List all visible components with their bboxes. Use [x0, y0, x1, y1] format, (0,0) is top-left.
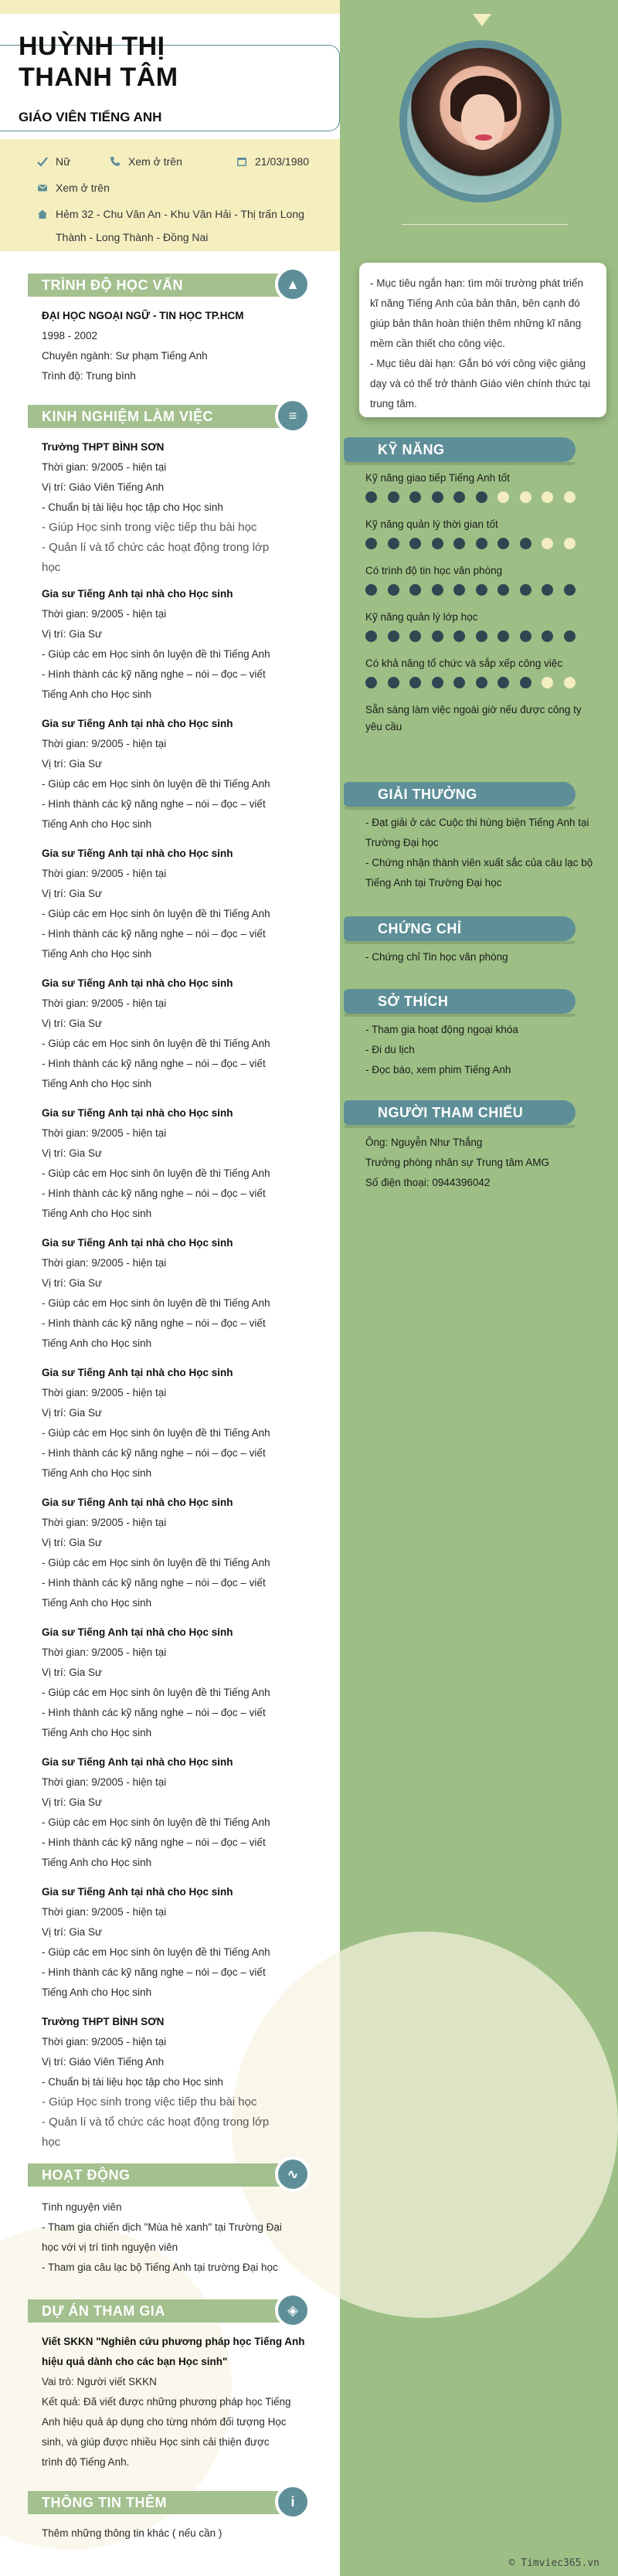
job-time: Thời gian: 9/2005 - hiện tại	[42, 1776, 167, 1788]
rating-dot-filled	[409, 630, 421, 642]
rating-dot-empty	[520, 491, 531, 503]
candidate-name	[19, 31, 328, 93]
job-duty: - Giúp các em Học sinh ôn luyện đề thi Tiếng Anh	[42, 1038, 270, 1049]
awards-header	[344, 782, 576, 807]
job-duty: - Chuẩn bị tài liệu học tập cho Học sinh	[42, 501, 223, 513]
objective-line: giúp bản thân hoàn thiện thêm những kĩ năng	[370, 318, 582, 329]
award-line: - Đạt giải ở các Cuộc thi hùng biện Tiếng Anh tại	[365, 817, 589, 828]
skill-item	[365, 609, 605, 642]
rating-dot-filled	[388, 584, 399, 596]
section-title: CHỨNG CHỈ	[378, 921, 462, 936]
rating-dot-filled	[542, 584, 553, 596]
experience-item	[42, 714, 312, 834]
job-position: Vị trí: Giáo Viên Tiếng Anh	[42, 481, 165, 493]
email-value: Xem ở trên	[56, 182, 110, 194]
experience-item	[42, 2012, 312, 2153]
rating-dot-filled	[453, 491, 465, 503]
job-time: Thời gian: 9/2005 - hiện tại	[42, 1517, 167, 1528]
activities-block	[42, 2197, 312, 2278]
rating-dot-filled	[432, 630, 443, 642]
section-title: TRÌNH ĐỘ HỌC VẤN	[42, 277, 183, 293]
experience-item	[42, 1493, 312, 1613]
rating-dot-filled	[453, 538, 465, 549]
job-duty: - Giúp các em Học sinh ôn luyện đề thi Tiếng Anh	[42, 1167, 270, 1179]
objective-line: trung tâm.	[370, 398, 417, 410]
company-name: Gia sư Tiếng Anh tại nhà cho Học sinh	[42, 588, 233, 600]
header-shadow	[344, 462, 576, 465]
experience-item	[42, 584, 312, 705]
divider	[402, 224, 568, 225]
job-duty: - Quản lí và tổ chức các hoạt động trong lớp	[42, 2116, 270, 2129]
header-shadow	[344, 941, 576, 944]
skills-header	[344, 437, 576, 462]
job-duty: học	[42, 2136, 61, 2149]
rating-dot-filled	[453, 677, 465, 688]
section-title: KINH NGHIỆM LÀM VIỆC	[42, 409, 214, 424]
rating-dot-filled	[497, 584, 509, 596]
skill-rating	[365, 677, 605, 688]
skill-rating	[365, 584, 605, 596]
job-time: Thời gian: 9/2005 - hiện tại	[42, 1647, 167, 1658]
job-duty: - Giúp các em Học sinh ôn luyện đề thi Tiếng Anh	[42, 908, 270, 919]
rating-dot-filled	[409, 584, 421, 596]
job-duty: - Giúp các em Học sinh ôn luyện đề thi Tiếng Anh	[42, 1687, 270, 1698]
phone-row	[110, 151, 182, 172]
job-duty: Tiếng Anh cho Học sinh	[42, 1857, 152, 1868]
rating-dot-filled	[564, 630, 576, 642]
project-result: Anh hiệu quả áp dụng cho từng nhóm đối tượng Học	[42, 2416, 287, 2428]
skill-item	[365, 562, 605, 596]
objective-line: - Mục tiêu dài hạn: Gắn bó với công việc giảng	[370, 358, 586, 369]
experience-item	[42, 1363, 312, 1483]
job-time: Thời gian: 9/2005 - hiện tại	[42, 1257, 167, 1269]
job-duty: - Hình thành các kỹ năng nghe – nói – đọc – viết	[42, 798, 266, 810]
gender-value: Nữ	[56, 155, 71, 168]
award-line: Tiếng Anh tại Trường Đại học	[365, 877, 502, 889]
header-shadow	[344, 1125, 576, 1128]
company-name: Gia sư Tiếng Anh tại nhà cho Học sinh	[42, 1626, 233, 1638]
job-duty: - Giúp Học sinh trong việc tiếp thu bài học	[42, 521, 257, 534]
rating-dot-filled	[520, 630, 531, 642]
address-row	[37, 204, 304, 224]
objective-line: - Mục tiêu ngắn hạn: tìm môi trường phát triển	[370, 277, 584, 289]
activity-line: - Tham gia chiến dịch "Mùa hè xanh" tại Trường Đại	[42, 2221, 282, 2233]
header-shadow	[344, 1014, 576, 1017]
project-result: trình độ Tiếng Anh.	[42, 2456, 130, 2468]
company-name: Gia sư Tiếng Anh tại nhà cho Học sinh	[42, 1756, 233, 1768]
right-notch	[473, 14, 491, 26]
skill-item	[365, 516, 605, 549]
rating-dot-filled	[476, 491, 487, 503]
award-line: - Chứng nhận thành viên xuất sắc của câu lạc bộ	[365, 857, 593, 868]
job-duty: Tiếng Anh cho Học sinh	[42, 1078, 152, 1089]
rating-dot-filled	[365, 491, 377, 503]
job-time: Thời gian: 9/2005 - hiện tại	[42, 1906, 167, 1918]
job-time: Thời gian: 9/2005 - hiện tại	[42, 1127, 167, 1139]
projects-block	[42, 2332, 312, 2472]
company-name: Gia sư Tiếng Anh tại nhà cho Học sinh	[42, 848, 233, 859]
email-row	[37, 178, 110, 198]
info-icon: i	[275, 2484, 311, 2520]
job-position: Vị trí: Gia Sư	[42, 628, 103, 640]
job-duty: - Giúp các em Học sinh ôn luyện đề thi Tiếng Anh	[42, 1816, 270, 1828]
company-name: Trường THPT BÌNH SƠN	[42, 2016, 165, 2027]
experience-item	[42, 1882, 312, 2003]
skill-name: Kỹ năng giao tiếp Tiếng Anh tốt	[365, 472, 510, 484]
footer-credit: © Timviec365.vn	[508, 2557, 599, 2569]
section-title: NGƯỜI THAM CHIẾU	[378, 1105, 524, 1120]
education-level: Trình độ: Trung bình	[42, 370, 136, 382]
objective-line: dạy và có thể trở thành Giáo viên chính thức tại	[370, 378, 591, 389]
home-icon	[37, 209, 48, 219]
experience-item	[42, 437, 312, 578]
avatar-lips	[475, 134, 492, 141]
rating-dot-empty	[564, 538, 576, 549]
job-duty: - Hình thành các kỹ năng nghe – nói – đọc – viết	[42, 1707, 266, 1718]
rating-dot-filled	[409, 491, 421, 503]
skill-rating	[365, 491, 605, 503]
skill-name: yêu cầu	[365, 721, 402, 732]
hobby-line: - Đi du lịch	[365, 1044, 415, 1055]
rating-dot-filled	[409, 677, 421, 688]
project-title: Viết SKKN "Nghiên cứu phương pháp học Tiếng Anh	[42, 2336, 305, 2347]
project-role: Vai trò: Người viết SKKN	[42, 2376, 157, 2387]
job-title: GIÁO VIÊN TIẾNG ANH	[19, 110, 162, 124]
job-duty: - Hình thành các kỹ năng nghe – nói – đọc – viết	[42, 668, 266, 680]
job-duty: - Hình thành các kỹ năng nghe – nói – đọc – viết	[42, 1447, 266, 1459]
job-duty: Tiếng Anh cho Học sinh	[42, 1986, 152, 1998]
graduation-cap-icon: ▲	[275, 267, 311, 302]
objective-line: kĩ năng Tiếng Anh của bản thân, bên cạnh đó	[370, 297, 580, 309]
section-title: DỰ ÁN THAM GIA	[42, 2303, 165, 2319]
rating-dot-empty	[542, 677, 553, 688]
gender-icon	[37, 156, 48, 167]
rating-dot-empty	[564, 677, 576, 688]
rating-dot-filled	[476, 584, 487, 596]
company-name: Gia sư Tiếng Anh tại nhà cho Học sinh	[42, 1237, 233, 1249]
experience-item	[42, 1233, 312, 1354]
skill-item	[365, 470, 605, 503]
rating-dot-filled	[476, 538, 487, 549]
job-position: Vị trí: Gia Sư	[42, 1667, 103, 1678]
skill-name: Có trình độ tin học văn phòng	[365, 565, 503, 576]
job-position: Vị trí: Gia Sư	[42, 1796, 103, 1808]
section-title: GIẢI THƯỞNG	[378, 787, 477, 802]
job-position: Vị trí: Gia Sư	[42, 888, 103, 899]
calendar-icon	[236, 156, 247, 167]
job-time: Thời gian: 9/2005 - hiện tại	[42, 997, 167, 1009]
education-major: Chuyên ngành: Sư phạm Tiếng Anh	[42, 350, 208, 362]
rating-dot-filled	[365, 677, 377, 688]
job-position: Vị trí: Gia Sư	[42, 1277, 103, 1289]
job-duty: - Hình thành các kỹ năng nghe – nói – đọc – viết	[42, 1837, 266, 1848]
job-duty: - Hình thành các kỹ năng nghe – nói – đọc – viết	[42, 1188, 266, 1199]
job-duty: - Hình thành các kỹ năng nghe – nói – đọc – viết	[42, 1966, 266, 1978]
job-position: Vị trí: Giáo Viên Tiếng Anh	[42, 2056, 165, 2068]
activity-line: - Tham gia câu lạc bộ Tiếng Anh tại trường Đại học	[42, 2262, 278, 2273]
project-result: sinh, và giúp được nhiều Học sinh cải thiện được	[42, 2436, 270, 2448]
company-name: Gia sư Tiếng Anh tại nhà cho Học sinh	[42, 1886, 233, 1898]
rating-dot-filled	[542, 630, 553, 642]
rating-dot-filled	[432, 677, 443, 688]
company-name: Gia sư Tiếng Anh tại nhà cho Học sinh	[42, 1107, 233, 1119]
job-duty: học	[42, 561, 61, 574]
job-duty: - Giúp các em Học sinh ôn luyện đề thi Tiếng Anh	[42, 1557, 270, 1568]
rating-dot-filled	[432, 491, 443, 503]
rating-dot-filled	[453, 630, 465, 642]
hobbies-block	[365, 1020, 605, 1080]
rating-dot-filled	[432, 538, 443, 549]
project-title: hiệu quả dành cho các bạn Học sinh"	[42, 2356, 228, 2367]
job-duty: - Giúp các em Học sinh ôn luyện đề thi Tiếng Anh	[42, 1427, 270, 1439]
rating-dot-filled	[388, 491, 399, 503]
job-duty: Tiếng Anh cho Học sinh	[42, 1727, 152, 1738]
job-time: Thời gian: 9/2005 - hiện tại	[42, 608, 167, 620]
rating-dot-filled	[476, 677, 487, 688]
company-name: Gia sư Tiếng Anh tại nhà cho Học sinh	[42, 977, 233, 989]
section-title: KỸ NĂNG	[378, 442, 445, 457]
job-duty: - Giúp Học sinh trong việc tiếp thu bài học	[42, 2095, 257, 2109]
job-time: Thời gian: 9/2005 - hiện tại	[42, 461, 167, 473]
job-duty: - Hình thành các kỹ năng nghe – nói – đọc – viết	[42, 928, 266, 940]
job-time: Thời gian: 9/2005 - hiện tại	[42, 2036, 167, 2048]
pulse-icon: ∿	[275, 2156, 311, 2192]
job-duty: - Giúp các em Học sinh ôn luyện đề thi Tiếng Anh	[42, 1297, 270, 1309]
activities-header	[28, 2163, 306, 2187]
job-position: Vị trí: Gia Sư	[42, 1147, 103, 1159]
job-position: Vị trí: Gia Sư	[42, 1537, 103, 1548]
birthday-row	[236, 151, 309, 172]
awards-block	[365, 813, 605, 893]
rating-dot-filled	[409, 538, 421, 549]
job-duty: - Hình thành các kỹ năng nghe – nói – đọc – viết	[42, 1577, 266, 1589]
company-name: Trường THPT BÌNH SƠN	[42, 441, 165, 453]
certificates-header	[344, 916, 576, 941]
rating-dot-filled	[453, 584, 465, 596]
skill-name: Kỹ năng quản lý thời gian tốt	[365, 518, 498, 530]
job-duty: - Giúp các em Học sinh ôn luyện đề thi Tiếng Anh	[42, 1946, 270, 1958]
rating-dot-filled	[365, 538, 377, 549]
job-position: Vị trí: Gia Sư	[42, 758, 103, 770]
skill-item	[365, 702, 605, 736]
layers-icon: ◈	[275, 2292, 311, 2328]
section-title: THÔNG TIN THÊM	[42, 2495, 167, 2510]
company-name: Gia sư Tiếng Anh tại nhà cho Học sinh	[42, 1367, 233, 1378]
skill-name: Có khả năng tổ chức và sắp xếp công việc	[365, 658, 563, 669]
job-time: Thời gian: 9/2005 - hiện tại	[42, 738, 167, 749]
rating-dot-filled	[365, 584, 377, 596]
rating-dot-filled	[388, 630, 399, 642]
job-duty: - Giúp các em Học sinh ôn luyện đề thi Tiếng Anh	[42, 778, 270, 790]
references-block	[365, 1133, 605, 1193]
hobby-line: - Tham gia hoạt động ngoại khóa	[365, 1024, 518, 1035]
experience-item	[42, 1103, 312, 1224]
experience-item	[42, 1752, 312, 1873]
education-header	[28, 274, 306, 297]
job-duty: Tiếng Anh cho Học sinh	[42, 688, 152, 700]
rating-dot-empty	[542, 491, 553, 503]
job-duty: - Quản lí và tổ chức các hoạt động trong lớp	[42, 541, 270, 554]
job-duty: Tiếng Anh cho Học sinh	[42, 1597, 152, 1609]
rating-dot-filled	[520, 538, 531, 549]
skill-name: Sẵn sàng làm việc ngoài giờ nếu được công ty	[365, 704, 582, 715]
rating-dot-filled	[564, 584, 576, 596]
job-duty: Tiếng Anh cho Học sinh	[42, 1467, 152, 1479]
database-icon: ≡	[275, 398, 311, 433]
rating-dot-empty	[542, 538, 553, 549]
job-duty: - Giúp các em Học sinh ôn luyện đề thi Tiếng Anh	[42, 648, 270, 660]
address-row-2: Thành - Long Thành - Đồng Nai	[56, 231, 209, 243]
job-position: Vị trí: Gia Sư	[42, 1926, 103, 1938]
reference-name: Ông: Nguyễn Như Thắng	[365, 1137, 483, 1148]
address-value: Hẻm 32 - Chu Văn An - Khu Văn Hải - Thị trấn Long	[56, 208, 304, 220]
activity-line: học với vị trí tình nguyện viên	[42, 2241, 178, 2253]
skill-item	[365, 655, 605, 688]
job-duty: - Chuẩn bị tài liệu học tập cho Học sinh	[42, 2076, 223, 2088]
activity-title: Tình nguyện viên	[42, 2201, 122, 2213]
experience-item	[42, 974, 312, 1094]
job-duty: - Hình thành các kỹ năng nghe – nói – đọc – viết	[42, 1058, 266, 1069]
name-line: HUỲNH THỊ	[19, 32, 165, 61]
more-info-header	[28, 2491, 306, 2514]
hobby-line: - Đọc báo, xem phim Tiếng Anh	[365, 1064, 511, 1076]
award-line: Trường Đại học	[365, 837, 439, 848]
certificate-line: - Chứng chỉ Tin học văn phòng	[365, 951, 508, 963]
avatar-face	[461, 94, 504, 150]
phone-icon	[110, 156, 121, 167]
rating-dot-empty	[564, 491, 576, 503]
rating-dot-filled	[432, 584, 443, 596]
email-icon	[37, 182, 48, 193]
company-name: Gia sư Tiếng Anh tại nhà cho Học sinh	[42, 1497, 233, 1508]
reference-role: Trưởng phòng nhân sự Trung tâm AMG	[365, 1157, 550, 1168]
gender-row	[37, 151, 70, 172]
education-block	[42, 306, 312, 386]
job-time: Thời gian: 9/2005 - hiện tại	[42, 868, 167, 879]
name-line: THANH TÂM	[19, 63, 178, 92]
skill-rating	[365, 630, 605, 642]
rating-dot-filled	[520, 677, 531, 688]
skill-name: Kỹ năng quản lý lớp học	[365, 611, 478, 623]
hobbies-header	[344, 989, 576, 1014]
section-title: SỞ THÍCH	[378, 994, 449, 1009]
rating-dot-empty	[497, 491, 509, 503]
job-duty: Tiếng Anh cho Học sinh	[42, 818, 152, 830]
experience-header	[28, 405, 306, 428]
avatar	[407, 48, 554, 195]
certificates-block	[365, 947, 605, 967]
section-title: HOẠT ĐỘNG	[42, 2167, 131, 2183]
rating-dot-filled	[388, 538, 399, 549]
education-years: 1998 - 2002	[42, 330, 98, 342]
job-duty: - Hình thành các kỹ năng nghe – nói – đọc – viết	[42, 1317, 266, 1329]
more-info-block: Thêm những thông tin khác ( nếu cần )	[42, 2527, 222, 2539]
school-name: ĐẠI HỌC NGOẠI NGỮ - TIN HỌC TP.HCM	[42, 310, 244, 321]
birthday-value: 21/03/1980	[255, 155, 310, 168]
job-duty: Tiếng Anh cho Học sinh	[42, 1337, 152, 1349]
job-duty: Tiếng Anh cho Học sinh	[42, 948, 152, 960]
phone-value: Xem ở trên	[128, 155, 182, 168]
objective-line: mềm cần thiết cho công việc.	[370, 338, 505, 349]
rating-dot-filled	[497, 630, 509, 642]
rating-dot-filled	[388, 677, 399, 688]
rating-dot-filled	[497, 538, 509, 549]
job-duty: Tiếng Anh cho Học sinh	[42, 1208, 152, 1219]
job-time: Thời gian: 9/2005 - hiện tại	[42, 1387, 167, 1398]
career-objective	[359, 263, 606, 417]
references-header	[344, 1100, 576, 1125]
job-position: Vị trí: Gia Sư	[42, 1407, 103, 1419]
experience-item	[42, 1623, 312, 1743]
job-position: Vị trí: Gia Sư	[42, 1018, 103, 1029]
projects-header	[28, 2299, 306, 2323]
skill-rating	[365, 538, 605, 549]
experience-item	[42, 844, 312, 964]
company-name: Gia sư Tiếng Anh tại nhà cho Học sinh	[42, 718, 233, 729]
rating-dot-filled	[476, 630, 487, 642]
rating-dot-filled	[497, 677, 509, 688]
header-shadow	[344, 807, 576, 810]
rating-dot-filled	[520, 584, 531, 596]
rating-dot-filled	[365, 630, 377, 642]
project-result: Kết quả: Đã viết được những phương pháp học Tiếng	[42, 2396, 291, 2408]
reference-phone: Số điện thoại: 0944396042	[365, 1177, 491, 1188]
